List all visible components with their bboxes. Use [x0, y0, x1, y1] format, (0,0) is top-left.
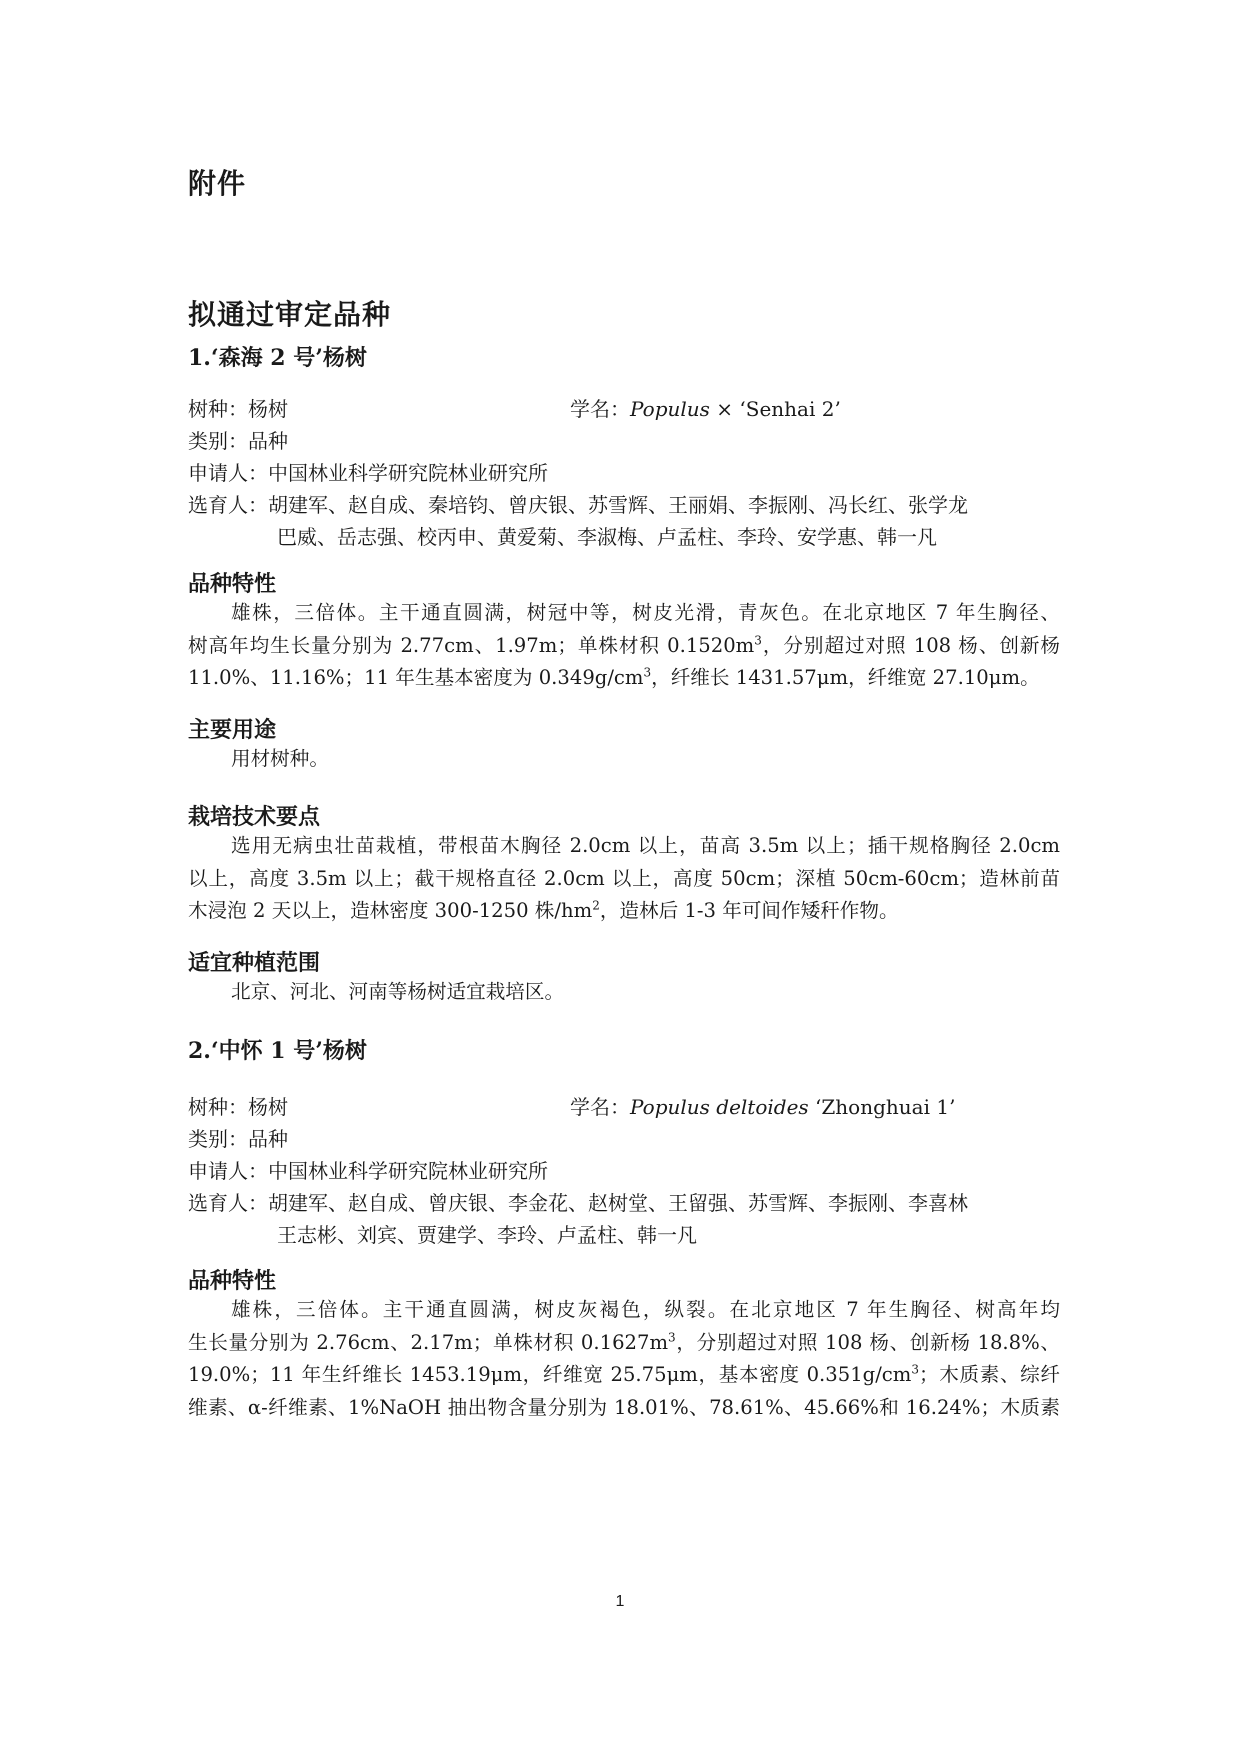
category: 类别：品种	[188, 429, 288, 453]
traits-line: 雄株，三倍体。主干通直圆满，树冠中等，树皮光滑，青灰色。在北京地区 7 年生胸径、	[231, 601, 1060, 624]
variety-2-title: 2.‘中怀 1 号’杨树	[188, 1038, 367, 1064]
applicant: 申请人：中国林业科学研究院林业研究所	[188, 461, 548, 485]
traits-line: 生长量分别为 2.76cm、2.17m；单株材积 $0.1627m^3$，分别超过对照 108 杨、创新杨 18.8%、	[188, 1329, 1060, 1354]
cultivation-line: 选用无病虫壮苗栽植，带根苗木胸径 2.0cm 以上，苗高 3.5m 以上；插干规格胸径 2.0cm	[231, 834, 1060, 857]
category: 类别：品种	[188, 1127, 288, 1151]
applicant: 申请人：中国林业科学研究院林业研究所	[188, 1159, 548, 1183]
variety-2-info	[188, 1091, 1060, 1251]
attachment-label: 附件	[188, 167, 247, 200]
cultivation-paragraph	[188, 830, 1060, 928]
range-paragraph: 北京、河北、河南等杨树适宜栽培区。	[231, 980, 565, 1003]
species-label: 树种：杨树	[188, 1095, 288, 1119]
traits-heading: 品种特性	[188, 572, 277, 597]
traits-line: 雄株，三倍体。主干通直圆满，树皮灰褐色，纵裂。在北京地区 7 年生胸径、树高年均	[231, 1298, 1060, 1321]
variety-1-info	[188, 393, 1060, 553]
scientific-name: 学名：Populus × ‘Senhai 2’	[570, 397, 841, 421]
range-heading: 适宜种植范围	[188, 951, 321, 976]
main-title: 拟通过审定品种	[188, 298, 392, 331]
scientific-name: 学名：Populus deltoides ‘Zhonghuai 1’	[570, 1095, 956, 1119]
traits-paragraph	[188, 597, 1060, 695]
breeders-line-2: 王志彬、刘宾、贾建学、李玲、卢孟柱、韩一凡	[277, 1223, 697, 1247]
traits-line: 11.0%、11.16%；11 年生基本密度为 $0.349g/cm^3$，纤维长 1431.57μm，纤维宽 27.10μm。	[188, 665, 1040, 689]
use-heading: 主要用途	[188, 718, 277, 743]
page-number: 1	[615, 1593, 625, 1610]
traits-line: 19.0%；11 年生纤维长 1453.19μm，纤维宽 25.75μm，基本密度 $0.351g/cm^3$；木质素、综纤	[188, 1362, 1061, 1386]
cultivation-heading: 栽培技术要点	[188, 805, 321, 830]
traits-line: 维素、α-纤维素、1%NaOH 抽出物含量分别为 18.01%、78.61%、45.66%和 16.24%；木质素	[188, 1395, 1060, 1419]
breeders-line-1: 选育人：胡建军、赵自成、曾庆银、李金花、赵树堂、王留强、苏雪辉、李振刚、李喜林	[188, 1191, 968, 1215]
cultivation-line: 以上，高度 3.5m 以上；截干规格直径 2.0cm 以上，高度 50cm；深植 50cm-60cm；造林前苗	[188, 866, 1060, 890]
variety-1-title: 1.‘森海 2 号’杨树	[188, 345, 367, 371]
breeders-line-2: 巴威、岳志强、校丙申、黄爱菊、李淑梅、卢孟柱、李玲、安学惠、韩一凡	[277, 525, 937, 549]
species-label: 树种：杨树	[188, 397, 288, 421]
cultivation-line: 木浸泡 2 天以上，造林密度 300-1250 株$/hm^2$，造林后 1-3 年可间作矮秆作物。	[188, 898, 899, 922]
breeders-line-1: 选育人：胡建军、赵自成、秦培钧、曾庆银、苏雪辉、王丽娟、李振刚、冯长红、张学龙	[188, 493, 968, 517]
traits-paragraph-2	[188, 1294, 1060, 1424]
use-paragraph: 用材树种。	[231, 747, 329, 770]
traits-heading-2: 品种特性	[188, 1269, 277, 1294]
traits-line: 树高年均生长量分别为 2.77cm、1.97m；单株材积 $0.1520m^3$，分别超过对照 108 杨、创新杨	[188, 632, 1061, 657]
